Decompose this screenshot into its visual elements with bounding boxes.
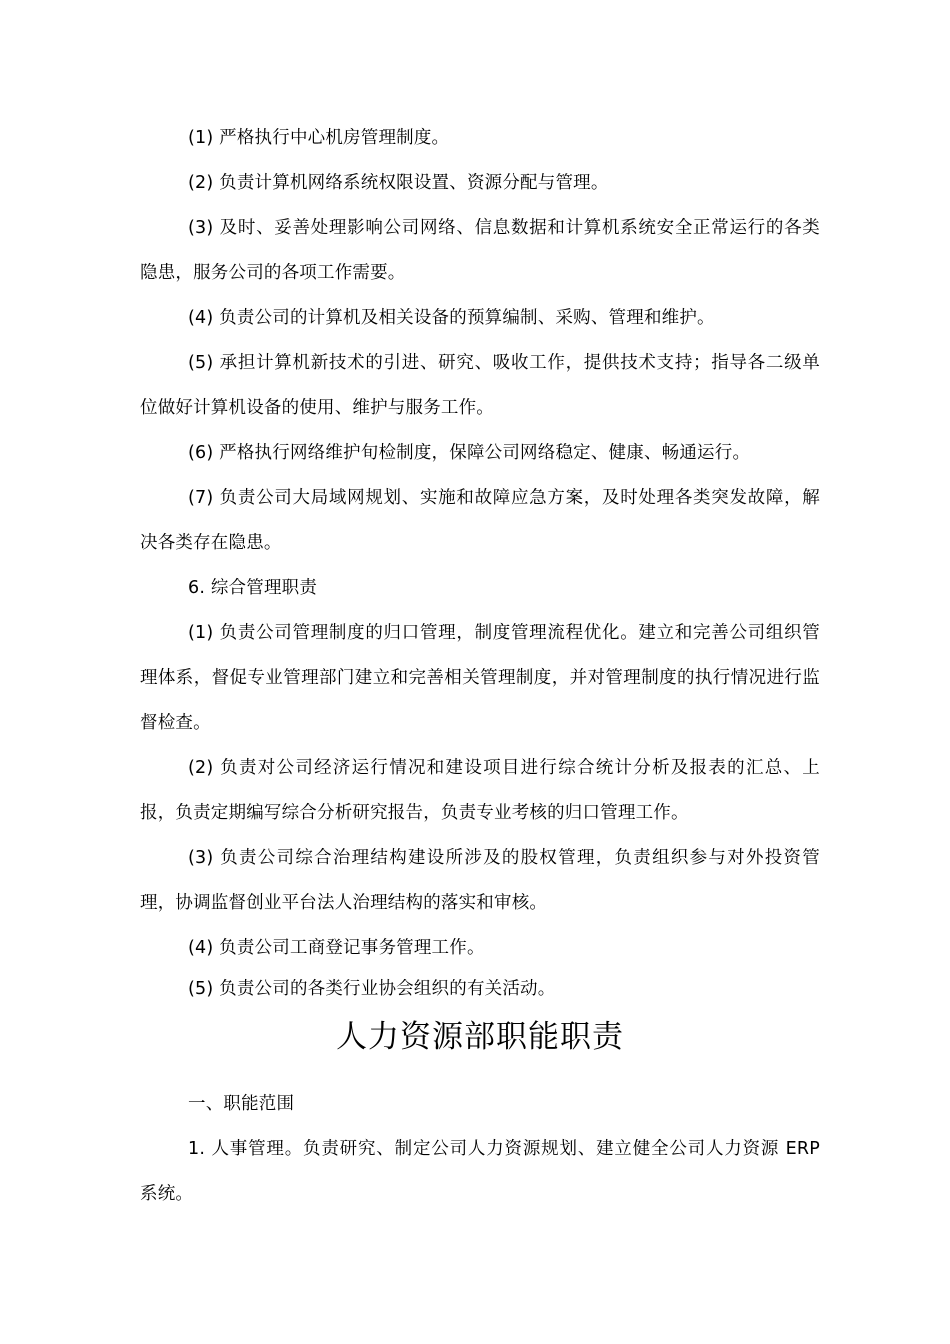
paragraph-item-6: (6) 严格执行网络维护旬检制度，保障公司网络稳定、健康、畅通运行。 <box>188 443 751 463</box>
paragraph-item-2: (2) 负责计算机网络系统权限设置、资源分配与管理。 <box>188 173 609 193</box>
paragraph-item-mgmt-2: (2) 负责对公司经济运行情况和建设项目进行综合统计分析及报表的汇总、上报，负责定期编写综合分析研究报告，负责专业考核的归口管理工作。 <box>140 758 820 823</box>
section-heading-general-management: 6. 综合管理职责 <box>188 578 318 598</box>
paragraph-item-mgmt-5: (5) 负责公司的各类行业协会组织的有关活动。 <box>188 979 556 999</box>
subsection-heading-scope: 一、职能范围 <box>188 1094 295 1114</box>
paragraph-item-hr-1: 1. 人事管理。负责研究、制定公司人力资源规划、建立健全公司人力资源 ERP 系统。 <box>140 1139 820 1204</box>
paragraph-item-4: (4) 负责公司的计算机及相关设备的预算编制、采购、管理和维护。 <box>188 308 715 328</box>
paragraph-item-mgmt-3: (3) 负责公司综合治理结构建设所涉及的股权管理，负责组织参与对外投资管理，协调监督创业平台法人治理结构的落实和审核。 <box>140 848 820 913</box>
paragraph-item-mgmt-1: (1) 负责公司管理制度的归口管理，制度管理流程优化。建立和完善公司组织管理体系，督促专业管理部门建立和完善相关管理制度，并对管理制度的执行情况进行监督检查。 <box>140 623 820 733</box>
paragraph-item-5: (5) 承担计算机新技术的引进、研究、吸收工作，提供技术支持；指导各二级单位做好计算机设备的使用、维护与服务工作。 <box>140 353 820 418</box>
section-title: 人力资源部职能职责 <box>336 1019 624 1055</box>
document-body <box>140 116 820 1217</box>
paragraph-item-3: (3) 及时、妥善处理影响公司网络、信息数据和计算机系统安全正常运行的各类隐患，服务公司的各项工作需要。 <box>140 218 820 283</box>
paragraph-item-mgmt-4: (4) 负责公司工商登记事务管理工作。 <box>188 938 485 958</box>
paragraph-item-7: (7) 负责公司大局域网规划、实施和故障应急方案，及时处理各类突发故障，解决各类存在隐患。 <box>140 488 820 553</box>
paragraph-item-1: (1) 严格执行中心机房管理制度。 <box>188 128 450 148</box>
